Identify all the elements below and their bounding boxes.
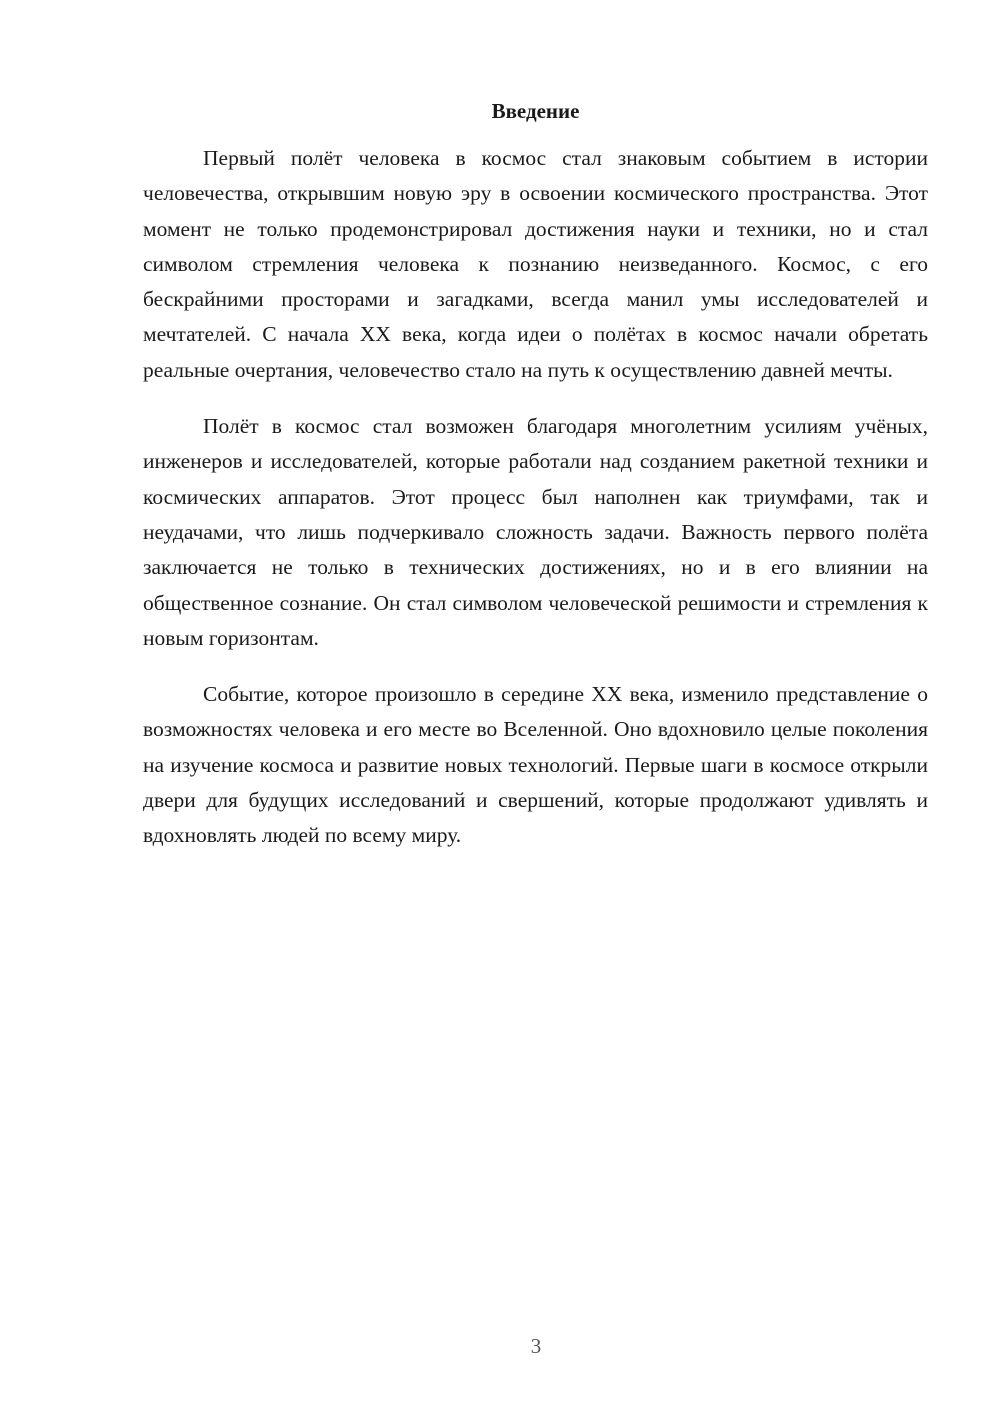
paragraph-3: Событие, которое произошло в середине XX века, изменило представление о возможностях человека и его месте во Вселенной. Оно вдохновило целые поколения на изучение космоса и развитие новых технологий. Первые шаги в космосе открыли двери для будущих исследований и свершений, которые продолжают удивлять и вдохновлять людей по всему миру. — [143, 682, 928, 848]
paragraph-1: Первый полёт человека в космос стал знаковым событием в истории человечества, открывшим новую эру в освоении космического пространства. Этот момент не только продемонстрировал достижения науки и техники, но и стал символом стремления человека к познанию неизведанного. Космос, с его бескрайними просторами и загадками, всегда манил умы исследователей и мечтателей. С начала XX века, когда идеи о полётах в космос начали обретать реальные очертания, человечество стало на путь к осуществлению давней мечты. — [143, 146, 928, 382]
page-content — [143, 95, 928, 875]
page-number: 3 — [530, 1334, 542, 1358]
paragraph-2: Полёт в космос стал возможен благодаря многолетним усилиям учёных, инженеров и исследователей, которые работали над созданием ракетной техники и космических аппаратов. Этот процесс был наполнен как триумфами, так и неудачами, что лишь подчеркивало сложность задачи. Важность первого полёта заключается не только в технических достижениях, но и в его влиянии на общественное сознание. Он стал символом человеческой решимости и стремления к новым горизонтам. — [143, 414, 928, 650]
section-heading: Введение — [491, 99, 580, 123]
